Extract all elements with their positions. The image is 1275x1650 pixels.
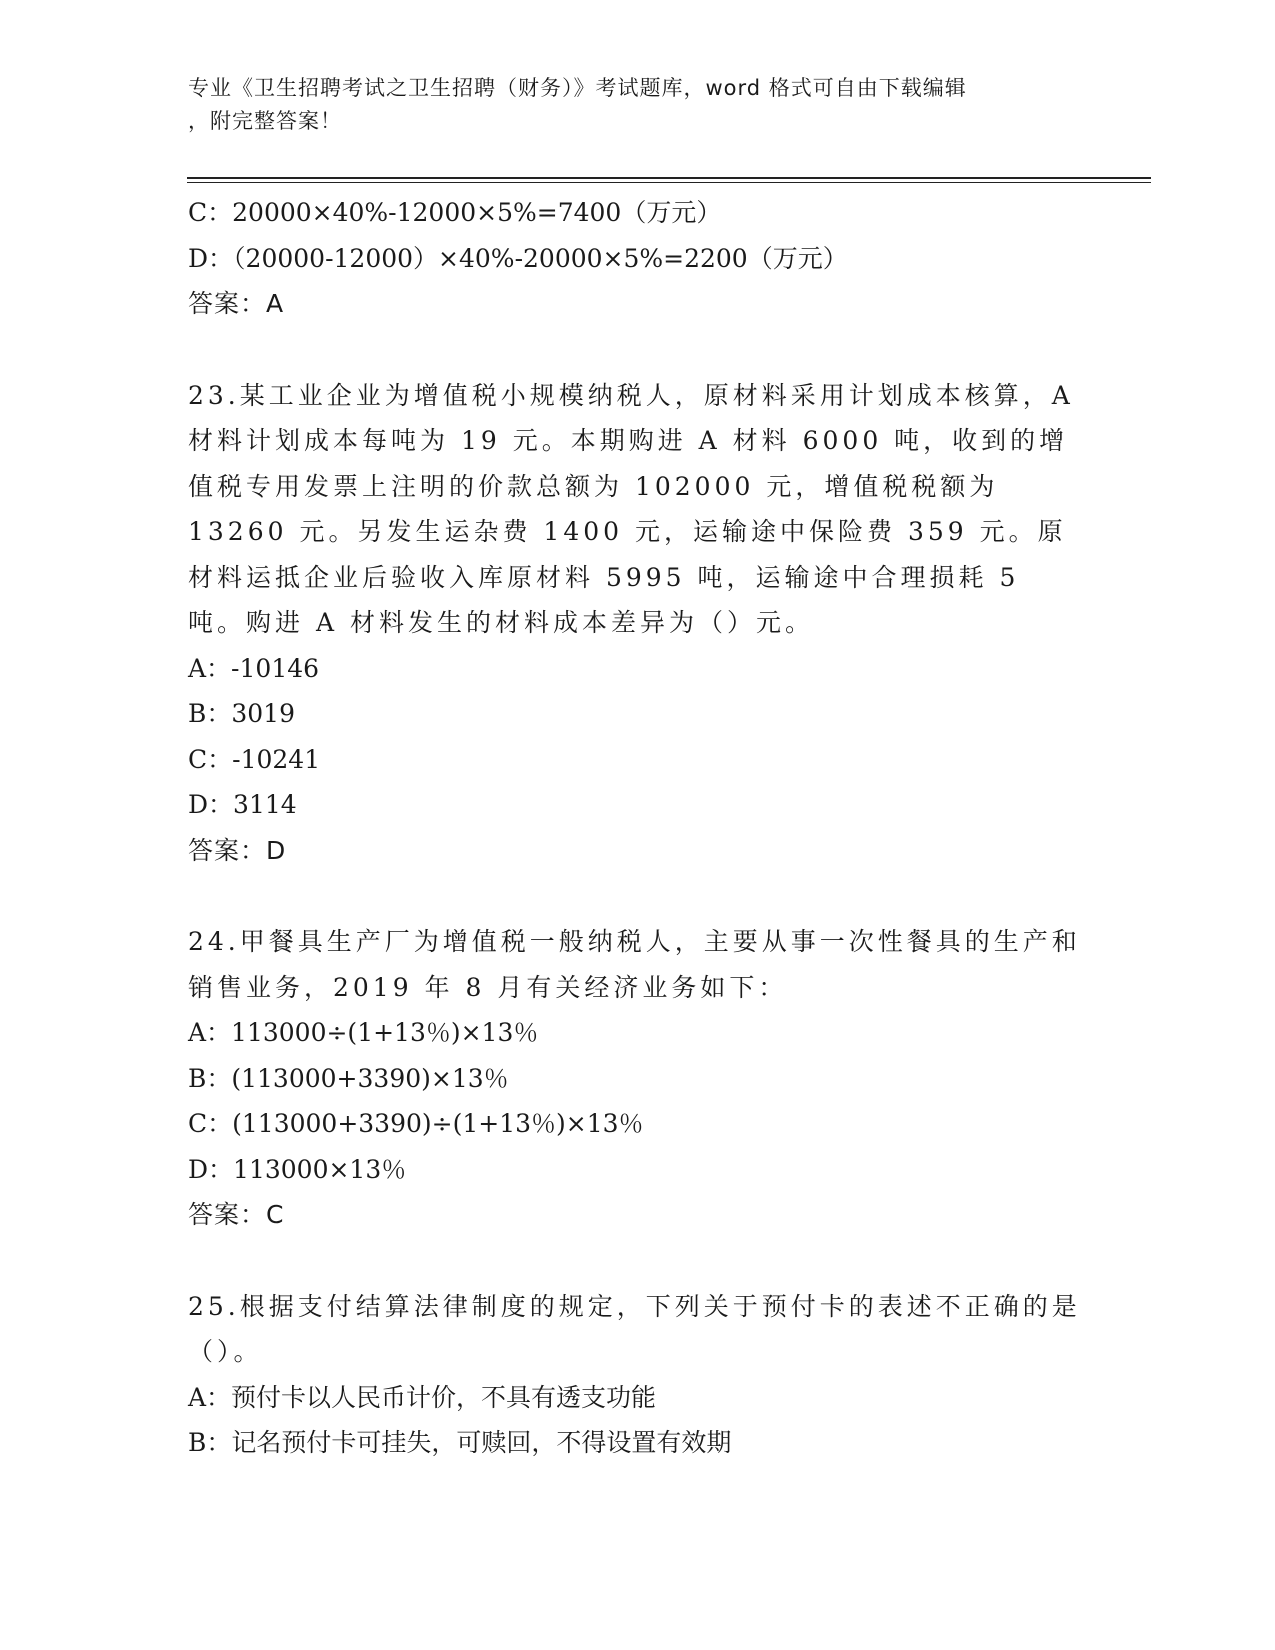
prev-question [188, 190, 1083, 327]
header-divider-thin [187, 182, 1151, 183]
option-c: C：(113000+3390)÷(1+13％)×13％ [188, 1109, 644, 1138]
option-a: A：-10146 [188, 653, 320, 683]
answer: 答案：A [188, 289, 285, 318]
option-d: D：3114 [188, 790, 297, 819]
option-b: B：记名预付卡可挂失，可赎回，不得设置有效期 [188, 1428, 732, 1457]
question-24 [188, 919, 1083, 1238]
option-c: C：20000×40%-12000×5%=7400（万元） [188, 198, 722, 227]
question-stem: 23.某工业企业为增值税小规模纳税人，原材料采用计划成本核算，A 材料计划成本每吨为 19 元。本期购进 A 材料 6000 吨，收到的增值税专用发票上注明的价款总额为 102000 元，增值税税额为 13260 元。另发生运杂费 1400 元，运输途中保险费 359 元。原材料运抵企业后验收入库原材料 5995 吨，运输途中合理损耗 5 吨。购进 A 材料发生的材料成本差异为（）元。 [188, 380, 1074, 637]
question-stem: 25.根据支付结算法律制度的规定，下列关于预付卡的表述不正确的是（）。 [188, 1291, 1081, 1366]
header-title-line: 专业《卫生招聘考试之卫生招聘（财务）》考试题库，word 格式可自由下载编辑 [188, 76, 967, 100]
spacer [188, 327, 1083, 373]
header-title-line-2: ，附完整答案！ [188, 109, 342, 133]
document-body [188, 190, 1083, 1466]
answer: 答案：C [188, 1200, 285, 1229]
option-d: D：113000×13％ [188, 1154, 407, 1184]
question-stem: 24.甲餐具生产厂为增值税一般纳税人，主要从事一次性餐具的生产和销售业务，2019 年 8 月有关经济业务如下： [188, 927, 1081, 1002]
question-25 [188, 1284, 1083, 1466]
answer: 答案：D [188, 835, 287, 865]
spacer [188, 1238, 1083, 1284]
document-header [188, 72, 1088, 138]
question-23 [188, 373, 1083, 874]
spacer [188, 873, 1083, 919]
option-b: B：3019 [188, 699, 295, 728]
option-a: A：113000÷(1+13％)×13％ [188, 1018, 539, 1047]
option-a: A：预付卡以人民币计价，不具有透支功能 [188, 1382, 657, 1412]
header-divider [187, 177, 1151, 179]
option-b: B：(113000+3390)×13％ [188, 1063, 509, 1093]
option-c: C：-10241 [188, 744, 321, 774]
option-d: D：（20000-12000）×40%-20000×5%=2200（万元） [188, 243, 848, 273]
